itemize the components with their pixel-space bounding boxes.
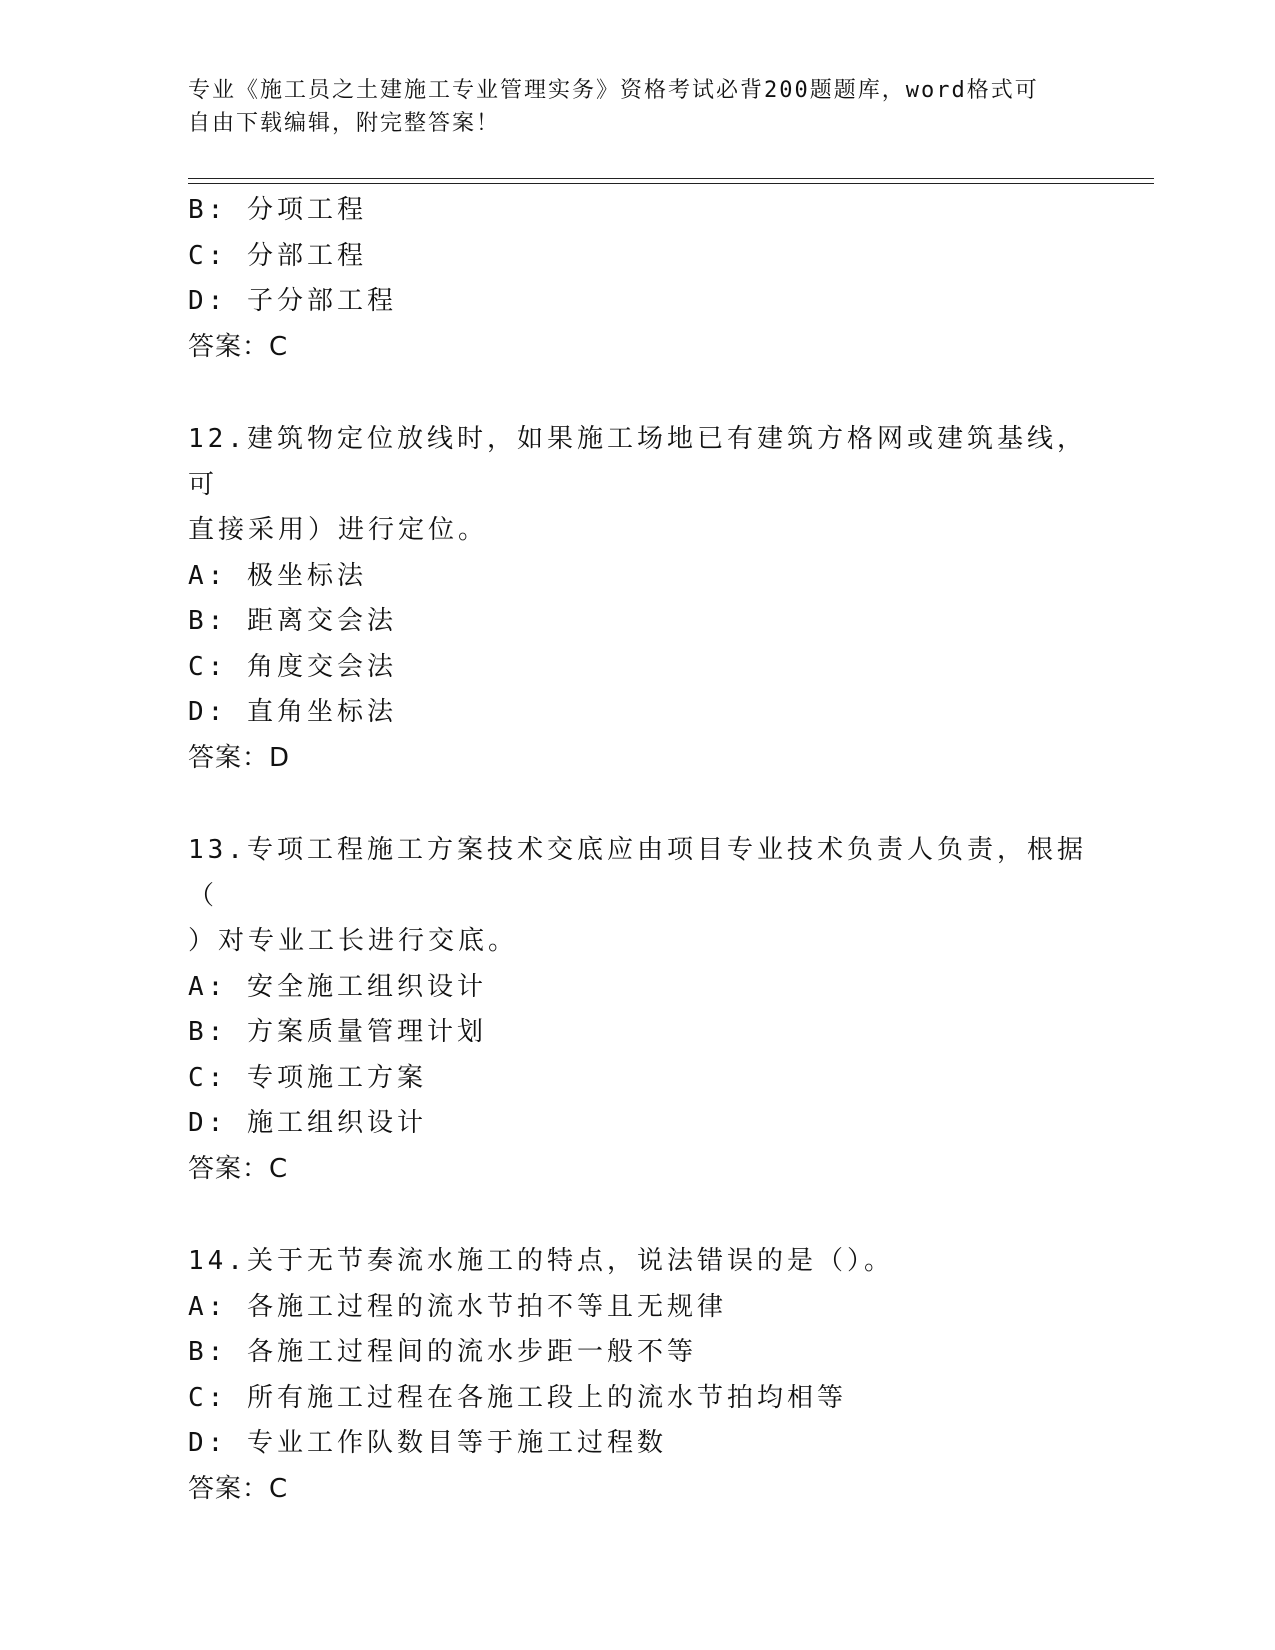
question-11-tail [188,188,1088,370]
option-d: D: 施工组织设计 [188,1108,427,1138]
option-d: D: 子分部工程 [188,286,397,316]
header-line-2: 自由下载编辑，附完整答案！ [188,111,501,136]
spacer [188,781,1088,828]
spacer [188,370,1088,417]
answer-line: 答案：C [188,1153,289,1184]
option-b: B: 分项工程 [188,195,367,225]
spacer [188,1192,1088,1239]
option-a: A: 安全施工组织设计 [188,971,487,1002]
option-c: C: 分部工程 [188,240,367,271]
question-list [188,188,1088,1512]
question-stem-line-1: 13.专项工程施工方案技术交底应由项目专业技术负责人负责，根据（ [188,835,1087,911]
question-12 [188,417,1088,781]
option-d: D: 直角坐标法 [188,697,397,727]
answer-line: 答案：D [188,742,291,773]
question-14 [188,1239,1088,1512]
question-stem-line-2: ）对专业工长进行交底。 [188,926,519,956]
option-a: A: 极坐标法 [188,560,367,591]
option-a: A: 各施工过程的流水节拍不等且无规律 [188,1291,727,1322]
answer-line: 答案：C [188,1473,289,1504]
option-b: B: 距离交会法 [188,606,397,636]
option-c: C: 角度交会法 [188,651,397,682]
question-13 [188,828,1088,1192]
header-divider-bottom [188,183,1154,184]
option-d: D: 专业工作队数目等于施工过程数 [188,1428,667,1458]
answer-line: 答案：C [188,331,289,362]
option-b: B: 方案质量管理计划 [188,1017,487,1047]
question-stem-line-1: 14.关于无节奏流水施工的特点，说法错误的是（）。 [188,1246,894,1276]
option-c: C: 所有施工过程在各施工段上的流水节拍均相等 [188,1382,847,1413]
question-stem-line-2: 直接采用）进行定位。 [188,515,489,545]
header-divider-top [188,178,1154,179]
option-b: B: 各施工过程间的流水步距一般不等 [188,1337,697,1367]
document-header [188,74,1068,140]
header-line-1: 专业《施工员之土建施工专业管理实务》资格考试必背200题题库，word格式可 [188,78,1039,103]
option-c: C: 专项施工方案 [188,1062,427,1093]
question-stem-line-1: 12.建筑物定位放线时，如果施工场地已有建筑方格网或建筑基线，可 [188,424,1087,500]
